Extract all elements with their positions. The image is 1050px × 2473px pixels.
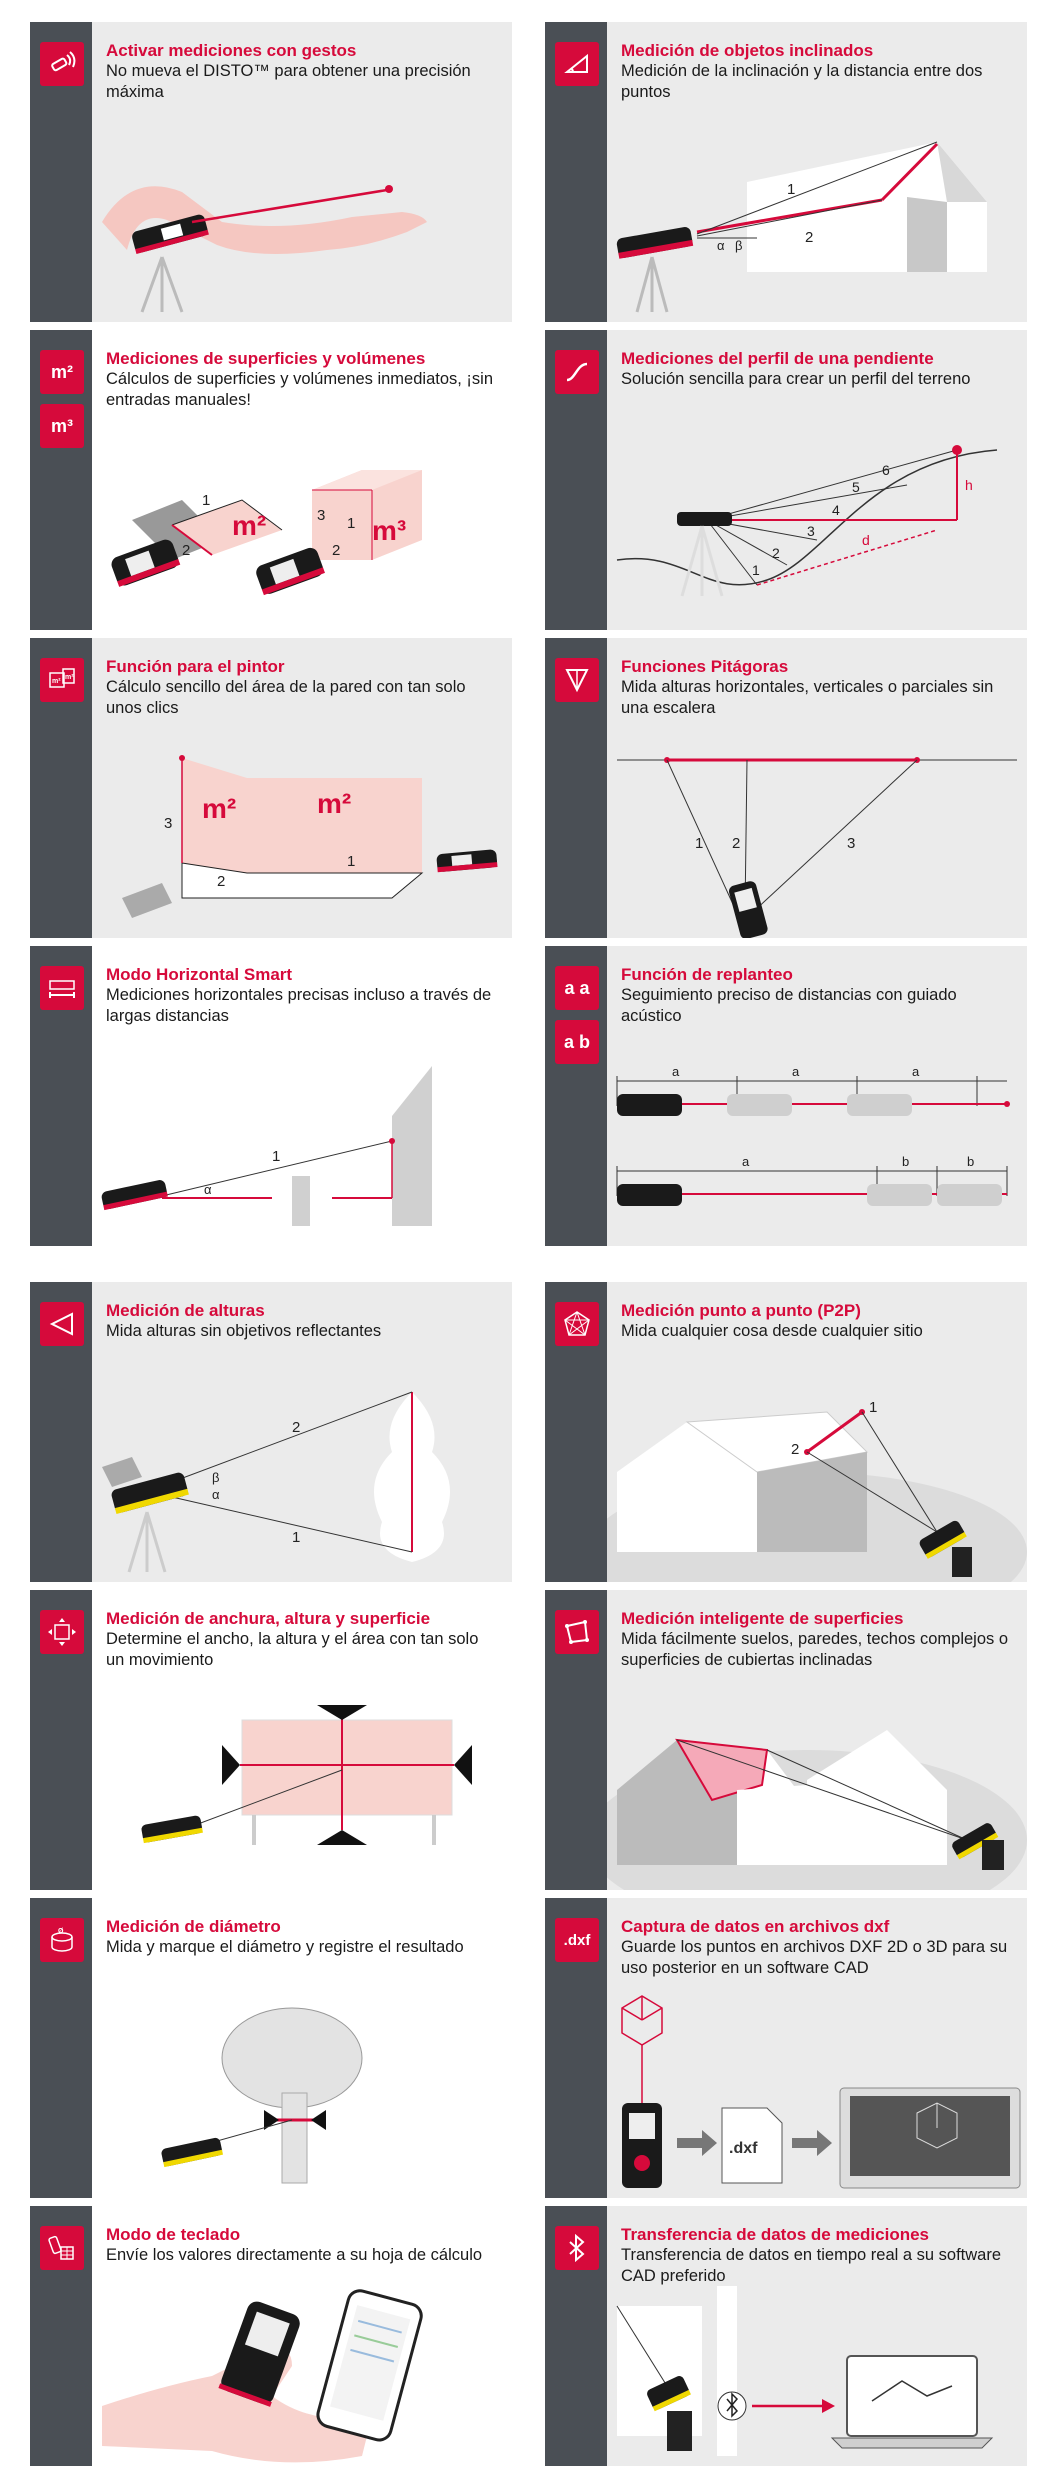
stakeout-icon-ab: a b <box>555 1020 599 1064</box>
card-smart-area <box>545 1590 1027 1890</box>
card-gesture <box>30 22 512 322</box>
label-2: 2 <box>791 1441 800 1458</box>
card-description: Medición de la inclinación y la distancia entre dos puntos <box>621 62 983 101</box>
card-title: Captura de datos en archivos dxf <box>621 1917 890 1936</box>
label-alpha: α <box>212 1487 220 1502</box>
card-horizontal-smart <box>30 946 512 1246</box>
label-3: 3 <box>317 507 326 524</box>
label-alpha: α <box>204 1182 212 1197</box>
card-title: Medición de alturas <box>106 1301 265 1320</box>
label-d: d <box>862 532 870 548</box>
volume-icon: m³ <box>40 404 84 448</box>
card-title: Medición de anchura, altura y superficie <box>106 1609 431 1628</box>
card-heights <box>30 1282 512 1582</box>
level-icon <box>40 966 84 1010</box>
heights-illustration <box>92 1382 512 1582</box>
gesture-icon <box>40 42 84 86</box>
card-painter <box>30 638 512 938</box>
label-beta: β <box>735 238 743 253</box>
pythagoras-icon <box>555 658 599 702</box>
keyboard-illustration <box>92 2286 512 2466</box>
slope-illustration <box>607 430 1027 630</box>
card-keyboard <box>30 2206 512 2466</box>
card-title: Medición punto a punto (P2P) <box>621 1301 861 1320</box>
label-6: 6 <box>882 462 890 478</box>
width-height-illustration <box>92 1690 512 1890</box>
card-description: Cálculos de superficies y volúmenes inmediatos, ¡sin entradas manuales! <box>106 370 494 409</box>
keyboard-icon <box>40 2226 84 2270</box>
stakeout-icon-aa: a a <box>555 966 599 1010</box>
svg-text:m²: m² <box>65 674 74 681</box>
card-title: Transferencia de datos de mediciones <box>621 2225 930 2244</box>
p2p-illustration <box>607 1382 1027 1582</box>
horizontal-smart-illustration <box>92 1046 512 1246</box>
label-1: 1 <box>787 181 796 198</box>
card-title: Medición inteligente de superficies <box>621 1609 904 1628</box>
label-1: 1 <box>292 1529 301 1546</box>
label-b1: b <box>902 1154 910 1169</box>
label-1: 1 <box>202 492 211 509</box>
card-width-height <box>30 1590 512 1890</box>
card-description: Seguimiento preciso de distancias con guiado acústico <box>621 986 957 1025</box>
wall-area-2: m² <box>317 788 352 819</box>
card-area-volume <box>30 330 512 630</box>
card-bluetooth <box>545 2206 1027 2466</box>
label-2: 2 <box>805 229 814 246</box>
card-title: Modo de teclado <box>106 2225 241 2244</box>
card-description: Mida cualquier cosa desde cualquier sitio <box>621 1322 923 1340</box>
label-a3: a <box>912 1064 920 1079</box>
card-dxf <box>545 1898 1027 2198</box>
card-tilt <box>545 22 1027 322</box>
tilt-illustration <box>607 122 1027 322</box>
label-1: 1 <box>752 562 760 578</box>
card-title: Mediciones de superficies y volúmenes <box>106 349 426 368</box>
wall-area-1: m² <box>202 793 237 824</box>
label-1: 1 <box>347 853 356 870</box>
stakeout-illustration <box>607 1046 1027 1246</box>
card-description: Mida y marque el diámetro y registre el resultado <box>106 1938 464 1956</box>
card-description: No mueva el DISTO™ para obtener una precisión máxima <box>106 62 471 101</box>
label-1: 1 <box>869 1399 878 1416</box>
label-beta: β <box>212 1470 220 1485</box>
card-p2p <box>545 1282 1027 1582</box>
label-1b: 1 <box>347 515 356 532</box>
label-alpha: α <box>717 238 725 253</box>
label-h: h <box>965 477 973 493</box>
p2p-icon <box>555 1302 599 1346</box>
label-5: 5 <box>852 479 860 495</box>
card-diameter <box>30 1898 512 2198</box>
card-title: Funciones Pitágoras <box>621 657 789 676</box>
label-2: 2 <box>182 542 191 559</box>
card-title: Mediciones del perfil de una pendiente <box>621 349 934 368</box>
pythagoras-illustration <box>607 738 1027 938</box>
card-pythagoras <box>545 638 1027 938</box>
gesture-illustration <box>92 122 512 322</box>
area-label: m² <box>232 510 267 541</box>
smart-area-illustration <box>607 1690 1027 1890</box>
card-description: Cálculo sencillo del área de la pared con tan solo unos clics <box>106 678 466 717</box>
label-1: 1 <box>272 1148 281 1165</box>
label-3: 3 <box>807 523 815 539</box>
area-icon: m² <box>40 350 84 394</box>
card-description: Mida alturas horizontales, verticales o parciales sin una escalera <box>621 678 994 717</box>
label-3: 3 <box>847 835 856 852</box>
label-b2: b <box>967 1154 975 1169</box>
card-description: Determine el ancho, la altura y el área con tan solo un movimiento <box>106 1630 479 1669</box>
label-2: 2 <box>217 873 226 890</box>
slope-icon <box>555 350 599 394</box>
painter-illustration <box>92 738 512 938</box>
card-stakeout <box>545 946 1027 1246</box>
card-description: Guarde los puntos en archivos DXF 2D o 3D para su uso posterior en un software CAD <box>621 1938 1008 1977</box>
width-height-icon <box>40 1610 84 1654</box>
card-description: Solución sencilla para crear un perfil del terreno <box>621 370 971 388</box>
card-title: Función para el pintor <box>106 657 285 676</box>
label-2: 2 <box>772 545 780 561</box>
dxf-file-label: .dxf <box>729 2140 758 2157</box>
diameter-icon <box>40 1918 84 1962</box>
smart-area-icon <box>555 1610 599 1654</box>
label-1: 1 <box>695 835 704 852</box>
card-title: Modo Horizontal Smart <box>106 965 293 984</box>
card-description: Mida fácilmente suelos, paredes, techos complejos o superficies de cubiertas inclinadas <box>621 1630 1009 1669</box>
dxf-icon: .dxf <box>555 1918 599 1962</box>
tilt-icon <box>555 42 599 86</box>
label-3: 3 <box>164 815 173 832</box>
label-2: 2 <box>732 835 741 852</box>
bluetooth-illustration <box>607 2286 1027 2466</box>
label-a1: a <box>672 1064 680 1079</box>
card-description: Mediciones horizontales precisas incluso a través de largas distancias <box>106 986 492 1025</box>
svg-text:m²: m² <box>52 678 61 685</box>
volume-label: m³ <box>372 515 407 546</box>
area-volume-illustration <box>92 430 512 630</box>
label-a4: a <box>742 1154 750 1169</box>
card-description: Mida alturas sin objetivos reflectantes <box>106 1322 382 1340</box>
svg-text:Ø: Ø <box>58 1928 64 1935</box>
dxf-illustration <box>607 1988 1027 2198</box>
height-icon <box>40 1302 84 1346</box>
bluetooth-icon <box>555 2226 599 2270</box>
painter-icon <box>40 658 84 702</box>
card-description: Transferencia de datos en tiempo real a su software CAD preferido <box>621 2246 1002 2285</box>
label-2: 2 <box>292 1419 301 1436</box>
card-slope <box>545 330 1027 630</box>
label-4: 4 <box>832 502 840 518</box>
label-2b: 2 <box>332 542 341 559</box>
card-title: Medición de objetos inclinados <box>621 41 874 60</box>
diameter-illustration <box>92 1998 512 2198</box>
label-a2: a <box>792 1064 800 1079</box>
card-title: Medición de diámetro <box>106 1917 281 1936</box>
card-description: Envíe los valores directamente a su hoja de cálculo <box>106 2246 483 2264</box>
card-title: Función de replanteo <box>621 965 793 984</box>
card-title: Activar mediciones con gestos <box>106 41 357 60</box>
